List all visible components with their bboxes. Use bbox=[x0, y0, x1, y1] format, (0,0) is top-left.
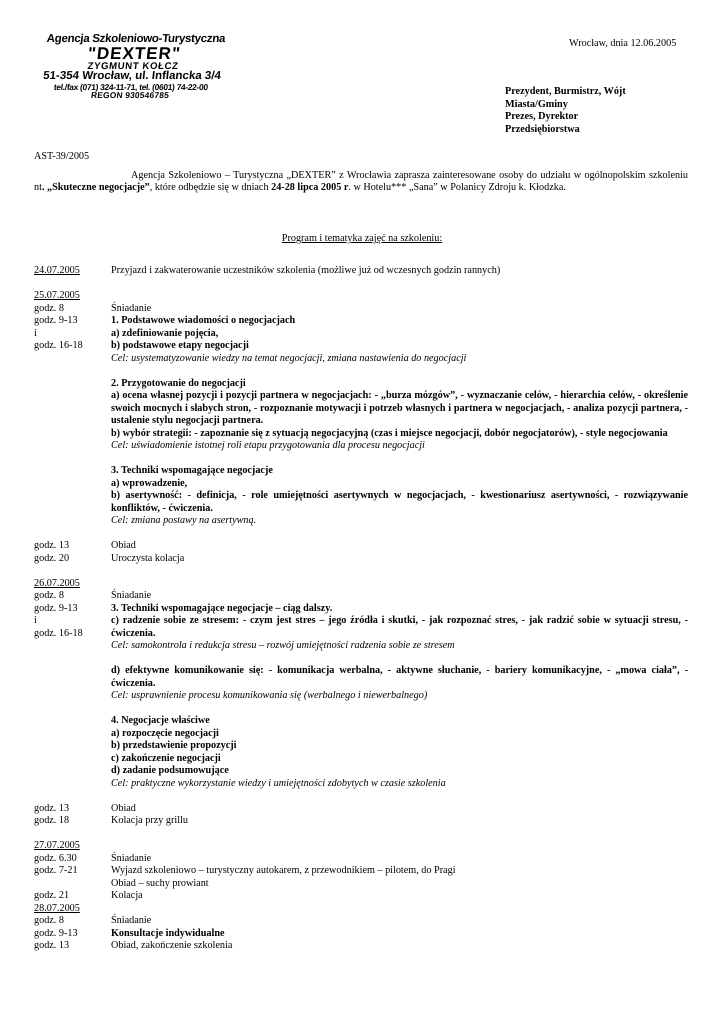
schedule-text: Śniadanie bbox=[111, 852, 152, 864]
schedule-row bbox=[34, 865, 688, 890]
section-item: b) asertywność: - definicja, - role umiejętności asertywnych w negocjacjach, - kwestionariusz asertywności, - rozwiązywanie konfliktów, - ćwiczenia. bbox=[111, 490, 688, 514]
schedule-row bbox=[34, 303, 688, 316]
program-heading bbox=[0, 233, 724, 244]
section-title: 3. Techniki wspomagające negocjacje – ciąg dalszy. bbox=[111, 602, 333, 614]
stamp-regon: REGON 930546785 bbox=[90, 90, 170, 100]
day-date: 28.07.2005 bbox=[34, 902, 80, 914]
intro-paragraph bbox=[34, 170, 688, 195]
schedule-row bbox=[34, 940, 688, 953]
time-label: godz. 8 bbox=[34, 915, 64, 926]
schedule-text: Śniadanie bbox=[111, 915, 152, 926]
schedule-row bbox=[34, 815, 688, 828]
schedule-text: Śniadanie bbox=[111, 590, 152, 601]
schedule-row bbox=[34, 915, 688, 928]
time-label: godz. 6.30 bbox=[34, 852, 77, 864]
schedule-text: Obiad – suchy prowiant bbox=[111, 877, 209, 889]
section-goal: Cel: praktyczne wykorzystanie wiedzy i umiejętności zdobytych w czasie szkolenia bbox=[111, 777, 446, 789]
section-item: a) ocena własnej pozycji i pozycji partnera w negocjacjach: - „burza mózgów”, - wyznaczanie celów, - hierarchia celów, - określenie swoich mocnych i słabych stron, - rozpoznanie motywacji i potrzeb własnych i partnera w negocjacjach, - analiza pozycji partnera, - ustalenie stylu negocjacji partnera. bbox=[111, 390, 688, 426]
schedule-row bbox=[34, 803, 688, 816]
time-label: godz. 7-21 bbox=[34, 865, 78, 876]
section-goal: Cel: zmiana postawy na asertywną. bbox=[111, 515, 257, 526]
schedule-row bbox=[34, 890, 688, 903]
recipient-line: Miasta/Gminy bbox=[505, 98, 568, 110]
time-label: i bbox=[34, 615, 37, 626]
time-label: godz. 13 bbox=[34, 540, 70, 551]
schedule-text: Obiad, zakończenie szkolenia bbox=[111, 940, 233, 951]
section-item: a) wprowadzenie, bbox=[111, 477, 188, 489]
schedule-row bbox=[34, 590, 688, 603]
section-goal: Cel: usprawnienie procesu komunikowania się (werbalnego i niewerbalnego) bbox=[111, 690, 428, 701]
time-label: godz. 9-13 bbox=[34, 602, 78, 614]
time-label: godz. 16-18 bbox=[34, 627, 83, 639]
stamp-company-name: "DEXTER" bbox=[86, 43, 182, 63]
program-title: Program i tematyka zajęć na szkoleniu: bbox=[281, 233, 443, 244]
stamp-phone: tel./fax (071) 324-11-71, tel. (0601) 74-22-00 bbox=[53, 81, 209, 92]
schedule-text: Wyjazd szkoleniowo – turystyczny autokarem, z przewodnikiem – pilotem, do Pragi bbox=[111, 865, 456, 876]
time-label: i bbox=[34, 327, 37, 339]
time-label: godz. 13 bbox=[34, 802, 70, 814]
letter-date: Wrocław, dnia 12.06.2005 bbox=[569, 38, 677, 49]
section-title: 4. Negocjacje właściwe bbox=[111, 715, 210, 726]
section-title: 2. Przygotowanie do negocjacji bbox=[111, 377, 246, 389]
section-item: d) zadanie podsumowujące bbox=[111, 765, 229, 776]
time-label: godz. 13 bbox=[34, 940, 70, 951]
time-label: godz. 16-18 bbox=[34, 340, 83, 351]
schedule-block bbox=[34, 603, 688, 791]
intro-text: Agencja Szkoleniowo – Turystyczna „DEXTER” z Wrocławia zaprasza zainteresowane osoby do udziału w ogólnopolskim szkoleniu nt bbox=[34, 170, 688, 194]
section-item: b) przedstawienie propozycji bbox=[111, 740, 237, 751]
time-label: godz. 8 bbox=[34, 302, 64, 314]
section-item: a) zdefiniowanie pojęcia, bbox=[111, 327, 219, 339]
schedule-text: Śniadanie bbox=[111, 302, 152, 314]
reference-number: AST-39/2005 bbox=[34, 151, 90, 162]
section-item: b) podstawowe etapy negocjacji bbox=[111, 340, 249, 351]
day-date: 25.07.2005 bbox=[34, 290, 80, 301]
schedule-row bbox=[34, 578, 688, 591]
time-label: godz. 8 bbox=[34, 590, 64, 601]
section-goal: Cel: samokontrola i redukcja stresu – rozwój umiejętności radzenia sobie ze stresem bbox=[111, 640, 455, 651]
schedule-text: Obiad bbox=[111, 802, 136, 814]
schedule-row bbox=[34, 840, 688, 853]
program-schedule bbox=[34, 265, 688, 953]
schedule-text: Uroczysta kolacja bbox=[111, 552, 185, 564]
schedule-block bbox=[34, 315, 688, 528]
day-date: 27.07.2005 bbox=[34, 840, 80, 851]
section-item: c) radzenie sobie ze stresem: - czym jest stres – jego źródła i skutki, - jak rozpoznać stres, - jak radzić sobie w sytuacji stresu, - ćwiczenia. bbox=[111, 615, 688, 639]
schedule-row bbox=[34, 853, 688, 866]
section-goal: Cel: uświadomienie istotnej roli etapu przygotowania dla procesu negocjacji bbox=[111, 440, 425, 451]
stamp-company-type: Agencja Szkoleniowo-Turystyczna bbox=[46, 33, 226, 45]
intro-text: , które odbędzie się w dniach bbox=[149, 182, 272, 194]
schedule-text: Obiad bbox=[111, 540, 136, 551]
schedule-row bbox=[34, 928, 688, 941]
schedule-text: Konsultacje indywidualne bbox=[111, 927, 225, 939]
schedule-text: Kolacja przy grillu bbox=[111, 815, 188, 826]
time-label: godz. 21 bbox=[34, 890, 70, 901]
time-label: godz. 18 bbox=[34, 815, 70, 826]
section-item: c) zakończenie negocjacji bbox=[111, 752, 221, 764]
section-title: 3. Techniki wspomagające negocjacje bbox=[111, 465, 273, 476]
training-dates: 24-28 lipca 2005 r bbox=[271, 182, 349, 194]
recipient-line: Prezydent, Burmistrz, Wójt bbox=[505, 86, 626, 97]
section-goal: Cel: usystematyzowanie wiedzy na temat negocjacji, zmiana nastawienia do negocjacji bbox=[111, 352, 467, 364]
schedule-row bbox=[34, 540, 688, 553]
schedule-row bbox=[34, 903, 688, 916]
time-label: godz. 9-13 bbox=[34, 315, 78, 326]
recipient-line: Prezes, Dyrektor bbox=[505, 111, 579, 122]
company-stamp bbox=[29, 34, 238, 99]
schedule-row bbox=[34, 265, 688, 278]
schedule-row bbox=[34, 553, 688, 566]
section-item: b) wybór strategii: - zapoznanie się z sytuacją negocjacyjną (czas i miejsce negocjacji, dobór negocjatorów), - style negocjowania bbox=[111, 427, 668, 439]
recipient-line: Przedsiębiorstwa bbox=[505, 123, 580, 135]
section-item: d) efektywne komunikowanie się: - komunikacja werbalna, - aktywne słuchanie, - bariery komunikacyjne, - „mowa ciała”, - ćwiczenia. bbox=[111, 665, 688, 689]
schedule-row bbox=[34, 290, 688, 303]
intro-text: . w Hotelu*** „Sana” w Polanicy Zdroju k. Kłodzka. bbox=[348, 182, 566, 194]
section-item: a) rozpoczęcie negocjacji bbox=[111, 727, 219, 739]
training-title: . „Skuteczne negocjacje” bbox=[41, 182, 150, 194]
time-label: godz. 9-13 bbox=[34, 927, 78, 939]
stamp-address: 51-354 Wrocław, ul. Inflancka 3/4 bbox=[42, 70, 222, 83]
schedule-text: Przyjazd i zakwaterowanie uczestników szkolenia (możliwe już od wczesnych godzin rannych) bbox=[111, 265, 501, 276]
stamp-owner: ZYGMUNT KOŁCZ bbox=[87, 60, 180, 72]
section-title: 1. Podstawowe wiadomości o negocjacjach bbox=[111, 315, 296, 326]
recipient-block bbox=[505, 86, 626, 136]
day-date: 26.07.2005 bbox=[34, 577, 80, 589]
time-label: godz. 20 bbox=[34, 552, 70, 564]
day-date: 24.07.2005 bbox=[34, 265, 80, 276]
schedule-text: Kolacja bbox=[111, 890, 143, 901]
